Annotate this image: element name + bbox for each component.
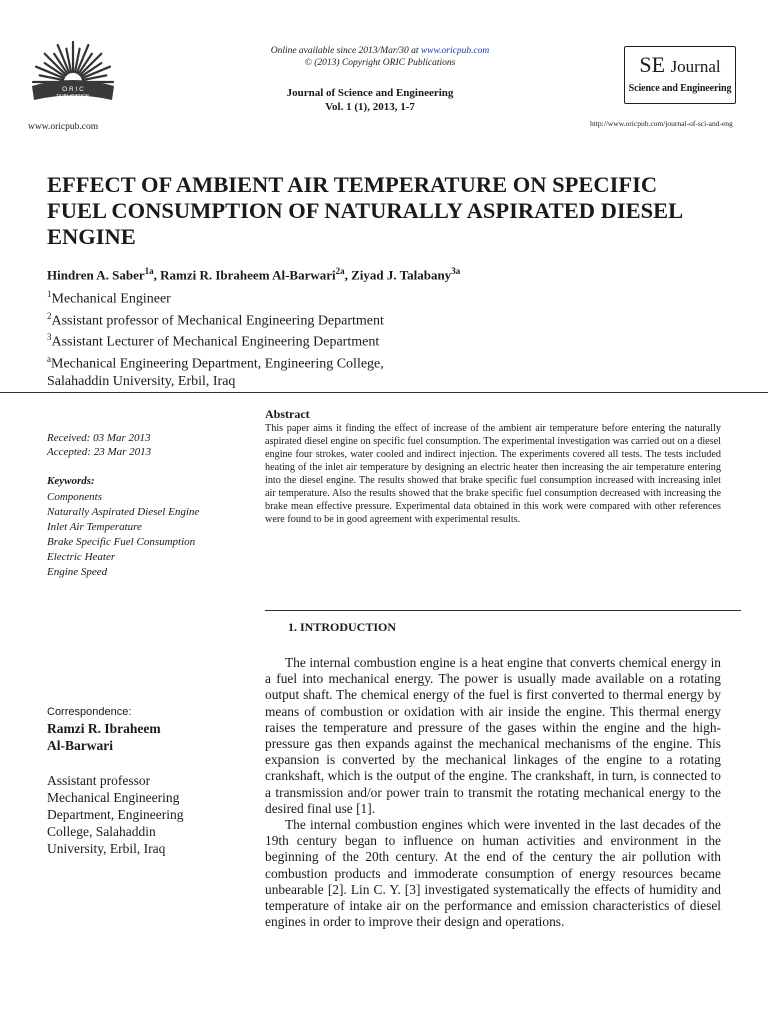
journal-info	[200, 86, 540, 114]
keywords-heading: Keywords:	[47, 475, 95, 487]
journal-volume: Vol. 1 (1), 2013, 1-7	[325, 101, 415, 113]
abstract-text: This paper aims it finding the effect of increase of the ambient air temperature before entering the naturally aspirated diesel engine on specific fuel consumption. The experimental investigation was carried out on a diesel engine four strokes, water cooled and indirect injection. The experiments covered all tests. The tests included heating of the inlet air temperature by designing an electric heater then increasing the air temperature entering into the diesel engine. The results showed that brake specific fuel consumption increased with increasing inlet air temperature. Also the results showed that the brake specific fuel consumption decreased with increasing the brake mean effective pressure. Experimental data obtained in this work were compared with other references were found to be in good agreement with experimental results.	[265, 423, 721, 526]
publisher-logo-graphic	[28, 36, 118, 116]
publisher-url[interactable]: www.oricpub.com	[28, 122, 99, 132]
affiliation-list	[47, 286, 384, 390]
author-affil-mark: 1a	[144, 266, 154, 276]
author-name: Ziyad J. Talabany	[351, 267, 452, 283]
title-line: FUEL CONSUMPTION OF NATURALLY ASPIRATED DIESEL	[47, 198, 684, 223]
introduction-paragraph: The internal combustion engine is a heat engine that converts chemical energy in a fuel into mechanical energy. The power is usually made available on a rotating output shaft. The chemical energy of the fuel is first converted to thermal energy by means of combustion or oxidation with air inside the engine. This thermal energy raises the temperature and pressure of the gases within the engine and the high-pressure gas then expands against the mechanical mechanisms of the engine. This expansion is converted by the mechanical linkages of the engine to a rotating crankshaft, which is the output of the engine. The crankshaft, in turn, is connected to a transmission and/or power train to transmit the rotating mechanical energy to the desired final use [1].	[265, 655, 721, 816]
keyword-item: Engine Speed	[47, 566, 108, 578]
se-journal-logo	[624, 46, 736, 104]
author-affil-mark: 3a	[451, 266, 461, 276]
introduction-heading: 1. INTRODUCTION	[288, 620, 397, 634]
logo-text-oric: O R I C	[62, 86, 84, 93]
paper-title	[47, 172, 727, 250]
keyword-item: Electric Heater	[47, 551, 116, 563]
author-list: Hindren A. Saber$^{1a}$, Ramzi R. Ibraheem Al-Barwari$^{2a}$, Ziyad J. Talabany$^{3a}$	[47, 266, 461, 283]
copyright-line: © (2013) Copyright ORIC Publications	[304, 58, 456, 68]
journal-name: Journal of Science and Engineering	[286, 87, 454, 99]
affiliation-line: Salahaddin University, Erbil, Iraq	[47, 373, 236, 389]
keywords-list	[47, 490, 199, 580]
correspondence-name: Ramzi R. Ibraheem Al-Barwari	[47, 721, 161, 753]
top-divider	[0, 392, 768, 393]
abstract-heading: Abstract	[265, 407, 310, 421]
keyword-item: Inlet Air Temperature	[47, 521, 142, 533]
author-name: Hindren A. Saber	[47, 267, 145, 283]
se-journal-subtitle: Science and Engineering	[628, 83, 732, 94]
se-journal-title	[625, 53, 735, 79]
affiliation-line: $^2$Assistant professor of Mechanical Engineering Department	[47, 310, 384, 329]
author-name: Ramzi R. Ibraheem Al-Barwari	[160, 267, 336, 283]
article-dates	[47, 431, 151, 459]
keyword-item: Components	[47, 491, 102, 503]
keyword-item: Naturally Aspirated Diesel Engine	[47, 506, 200, 518]
keyword-item: Brake Specific Fuel Consumption	[47, 536, 196, 548]
online-availability	[200, 45, 560, 57]
introduction-body	[265, 655, 721, 930]
correspondence-address: Assistant professor Mechanical Engineering Department, Engineering College, Salahaddin University, Erbil, Iraq	[47, 773, 184, 856]
section-divider	[265, 610, 741, 611]
se-title-se: SE	[639, 52, 666, 77]
se-title-journal: Journal	[670, 57, 721, 76]
affiliation-line: $^3$Assistant Lecturer of Mechanical Engineering Department	[47, 332, 380, 350]
affiliation-line: $^a$Mechanical Engineering Department, Engineering College,	[47, 353, 384, 372]
affiliation-line: $^1$Mechanical Engineer	[47, 289, 171, 307]
journal-url[interactable]: http://www.oricpub.com/journal-of-sci-and-eng	[590, 119, 733, 128]
logo-text-publication: PUBLICATION	[56, 94, 90, 100]
correspondence-label: Correspondence:	[47, 706, 132, 718]
author-affil-mark: 2a	[335, 266, 345, 276]
title-line: EFFECT OF AMBIENT AIR TEMPERATURE ON SPECIFIC	[47, 172, 658, 197]
title-line: ENGINE	[47, 224, 136, 249]
received-date: Received: 03 Mar 2013	[47, 432, 151, 444]
introduction-paragraph: The internal combustion engines which were invented in the last decades of the 19th century began to influence on human activities and environment in the beginning of the 20th century. At the end of the century the air pollution with combustion products and immoderate consumption of energy resources became unbearable [2]. Lin C. Y. [3] investigated systematically the effects of humidity and temperature of intake air on the performance and emission characteristics of diesel engines in order to improve their design and operations.	[265, 817, 721, 930]
online-link[interactable]: www.oricpub.com	[420, 46, 490, 56]
publisher-logo	[28, 36, 118, 116]
accepted-date: Accepted: 23 Mar 2013	[47, 446, 152, 458]
online-prefix: Online available since 2013/Mar/30 at	[270, 46, 421, 56]
